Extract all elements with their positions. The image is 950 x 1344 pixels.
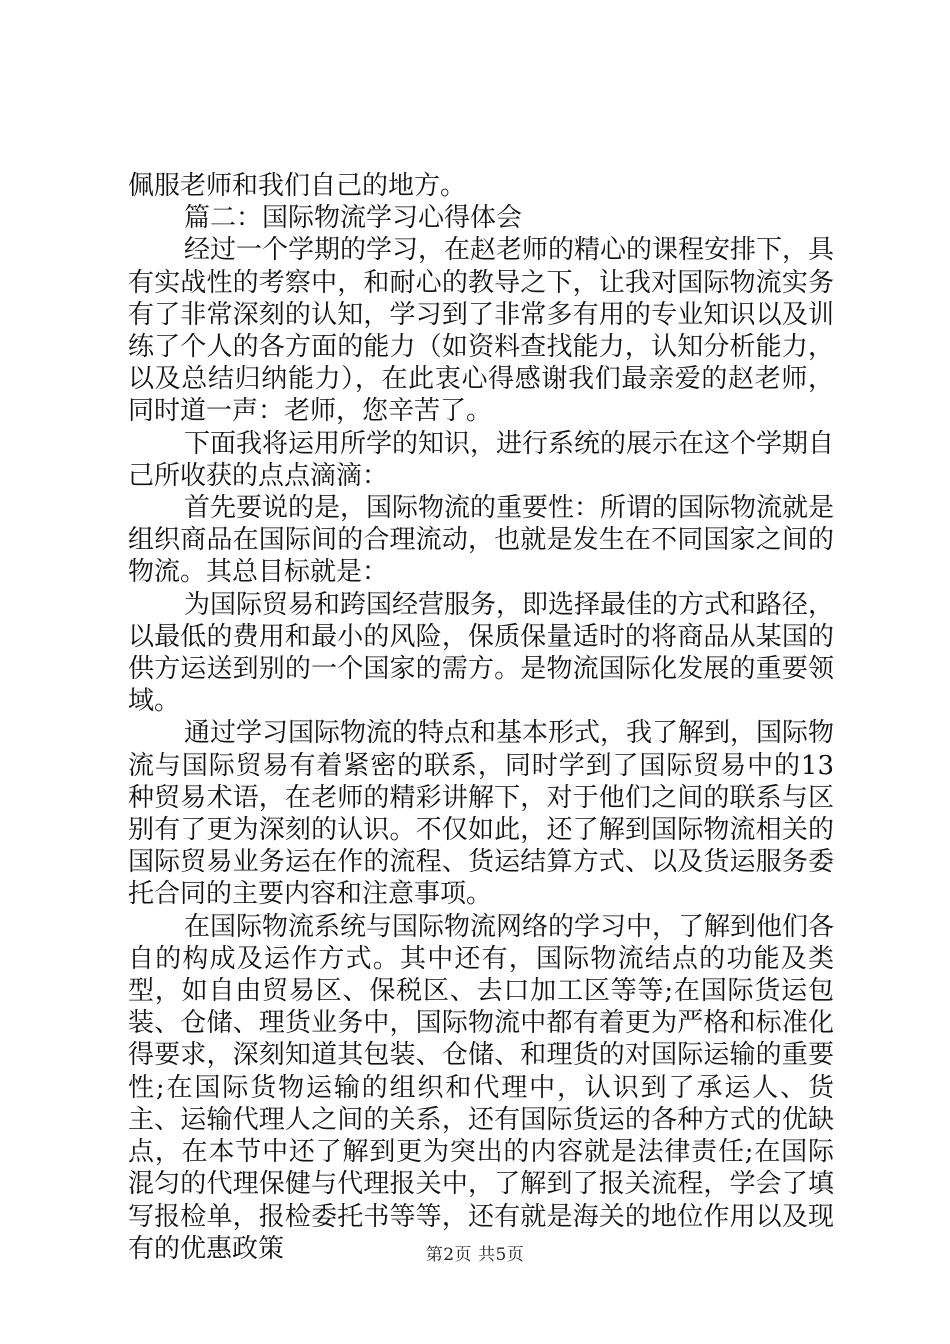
document-body — [128, 170, 834, 1265]
page-number: 第2页 共5页 — [425, 1245, 525, 1265]
paragraph-trade-terms: 通过学习国际物流的特点和基本形式，我了解到，国际物流与国际贸易有着紧密的联系，同时学到了国际贸易中的13种贸易术语，在老师的精彩讲解下，对于他们之间的联系与区别有了更为深刻的认识。不仅如此，还了解到国际物流相关的国际贸易业务运在作的流程、货运结算方式、以及货运服务委托合同的主要内容和注意事项。 — [128, 718, 835, 910]
paragraph-overview: 下面我将运用所学的知识，进行系统的展示在这个学期自己所收获的点点滴滴： — [128, 428, 835, 491]
paragraph-logistics-network: 在国际物流系统与国际物流网络的学习中，了解到他们各自的构成及运作方式。其中还有，国际物流结点的功能及类型，如自由贸易区、保税区、去口加工区等等;在国际货运包装、仓储、理货业务中，国际物流中都有着更为严格和标准化得要求，深刻知道其包装、仓储、和理货的对国际运输的重要性;在国际货物运输的组织和代理中，认识到了承运人、货主、运输代理人之间的关系，还有国际货运的各种方式的优缺点，在本节中还了解到更为突出的内容就是法律责任;在国际混匀的代理保健与代理报关中，了解到了报关流程，学会了填写报检单，报检委托书等等，还有就是海关的地位作用以及现有的优惠政策 — [128, 911, 835, 1264]
paragraph-intro: 经过一个学期的学习，在赵老师的精心的课程安排下，具有实战性的考察中，和耐心的教导之下，让我对国际物流实务有了非常深刻的认知，学习到了非常多有用的专业知识以及训练了个人的各方面的能力（如资料查找能力，认知分析能力，以及总结归纳能力），在此衷心得感谢我们最亲爱的赵老师，同时道一声：老师，您辛苦了。 — [128, 235, 835, 427]
paragraph-importance: 首先要说的是，国际物流的重要性：所谓的国际物流就是组织商品在国际间的合理流动，也就是发生在不同国家之间的物流。其总目标就是： — [128, 493, 835, 588]
paragraph-goal: 为国际贸易和跨国经营服务，即选择最佳的方式和路径，以最低的费用和最小的风险，保质保量适时的将商品从某国的供方运送到别的一个国家的需方。是物流国际化发展的重要领域。 — [128, 589, 835, 717]
paragraph-continuation: 佩服老师和我们自己的地方。 — [128, 171, 467, 201]
section-heading: 篇二：国际物流学习心得体会 — [184, 203, 523, 234]
